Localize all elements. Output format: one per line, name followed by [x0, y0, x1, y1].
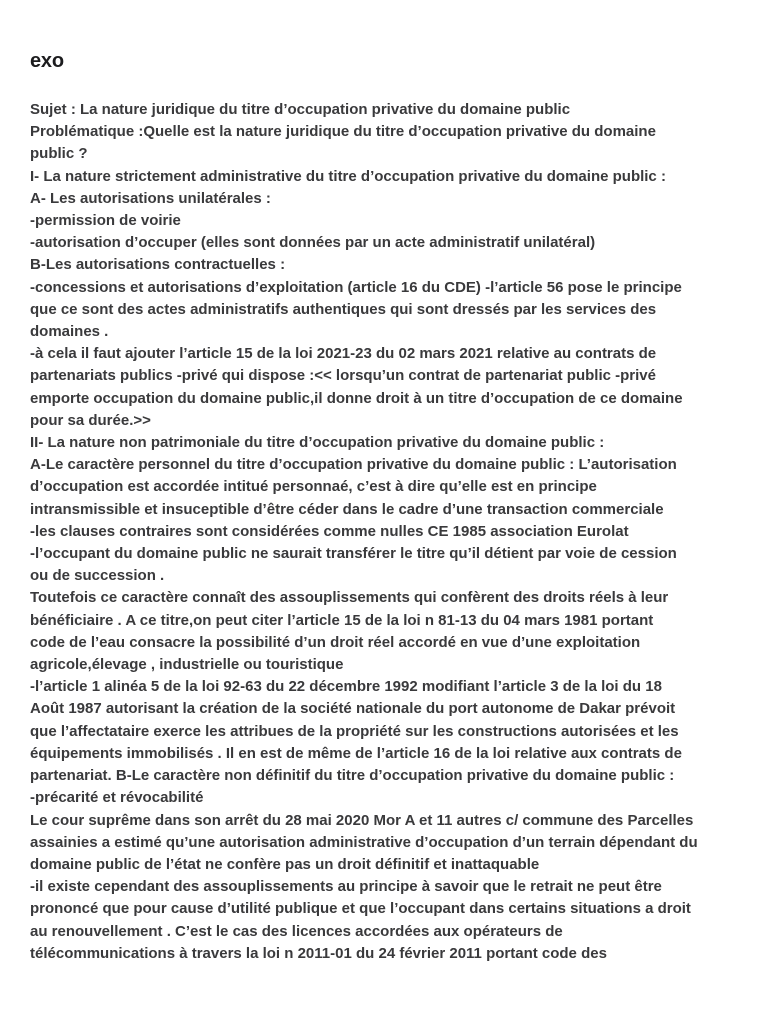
note-line: pour sa durée.>> — [30, 411, 151, 429]
note-body[interactable] — [30, 99, 750, 965]
note-line: code de l’eau consacre la possibilité d’un droit réel accordé en vue d’une exploitation — [30, 633, 641, 651]
note-line: partenariats publics -privé qui dispose :<< lorsqu’un contrat de partenariat public -privé — [30, 367, 656, 385]
note-line: -l’occupant du domaine public ne saurait transférer le titre qu’il détient par voie de cession — [30, 545, 677, 563]
note-line: I- La nature strictement administrative du titre d’occupation privative du domaine public : — [30, 167, 666, 185]
note-line: -il existe cependant des assouplissements au principe à savoir que le retrait ne peut être — [30, 878, 662, 896]
note-line: -concessions et autorisations d’exploitation (article 16 du CDE) -l’article 56 pose le principe — [30, 278, 682, 296]
note-line: partenariat. B-Le caractère non définitif du titre d’occupation privative du domaine public : — [30, 767, 675, 785]
note-line: que l’affectataire exerce les attribues de la propriété sur les constructions autorisées et les — [30, 722, 679, 740]
note-line: -les clauses contraires sont considérées comme nulles CE 1985 association Eurolat — [30, 522, 629, 540]
note-line: -permission de voirie — [30, 212, 181, 230]
note-line: domaine public de l’état ne confère pas un droit définitif et inattaquable — [30, 855, 540, 873]
note-line: télécommunications à travers la loi n 2011-01 du 24 février 2011 portant code des — [30, 944, 607, 962]
note-line: domaines . — [30, 323, 109, 341]
note-title[interactable]: exo — [30, 50, 64, 72]
note-line: Août 1987 autorisant la création de la société nationale du port autonome de Dakar prévoit — [30, 700, 676, 718]
note-line: Problématique :Quelle est la nature juridique du titre d’occupation privative du domaine — [30, 123, 656, 141]
note-line: A-Le caractère personnel du titre d’occupation privative du domaine public : L’autorisation — [30, 456, 677, 474]
note-line: -l’article 1 alinéa 5 de la loi 92-63 du 22 décembre 1992 modifiant l’article 3 de la loi du 18 — [30, 678, 662, 696]
note-line: ou de succession . — [30, 567, 165, 585]
note-line: assainies a estimé qu’une autorisation administrative d’occupation d’un terrain dépendant du — [30, 833, 698, 851]
note-line: agricole,élevage , industrielle ou touristique — [30, 656, 344, 674]
note-line: A- Les autorisations unilatérales : — [30, 189, 271, 207]
note-line: Le cour suprême dans son arrêt du 28 mai 2020 Mor A et 11 autres c/ commune des Parcelles — [30, 811, 694, 829]
note-line: bénéficiaire . A ce titre,on peut citer l’article 15 de la loi n 81-13 du 04 mars 1981 portant — [30, 611, 654, 629]
note-line: équipements immobilisés . Il en est de même de l’article 16 de la loi relative aux contrats de — [30, 744, 682, 762]
note-line: emporte occupation du domaine public,il donne droit à un titre d’occupation de ce domaine — [30, 389, 683, 407]
note-line: prononcé que pour cause d’utilité publique et que l’occupant dans certains situations a droit — [30, 900, 691, 918]
note-line: B-Les autorisations contractuelles : — [30, 256, 286, 274]
note-line: public ? — [30, 145, 88, 163]
note-view — [30, 0, 750, 965]
note-line: Toutefois ce caractère connaît des assouplissements qui confèrent des droits réels à leur — [30, 589, 669, 607]
note-line: Sujet : La nature juridique du titre d’occupation privative du domaine public — [30, 101, 571, 118]
note-line: -autorisation d’occuper (elles sont données par un acte administratif unilatéral) — [30, 234, 596, 252]
note-line: -à cela il faut ajouter l’article 15 de la loi 2021-23 du 02 mars 2021 relative au contrats de — [30, 345, 657, 363]
note-line: -précarité et révocabilité — [30, 789, 204, 807]
note-line: II- La nature non patrimoniale du titre d’occupation privative du domaine public : — [30, 434, 605, 452]
note-line: que ce sont des actes administratifs authentiques qui sont dressés par les services des — [30, 300, 657, 318]
note-line: d’occupation est accordée intitué personnaé, c’est à dire qu’elle est en principe — [30, 478, 597, 496]
note-line: intransmissible et insuceptible d’être céder dans le cadre d’une transaction commerciale — [30, 500, 664, 518]
note-line: au renouvellement . C’est le cas des licences accordées aux opérateurs de — [30, 922, 563, 940]
